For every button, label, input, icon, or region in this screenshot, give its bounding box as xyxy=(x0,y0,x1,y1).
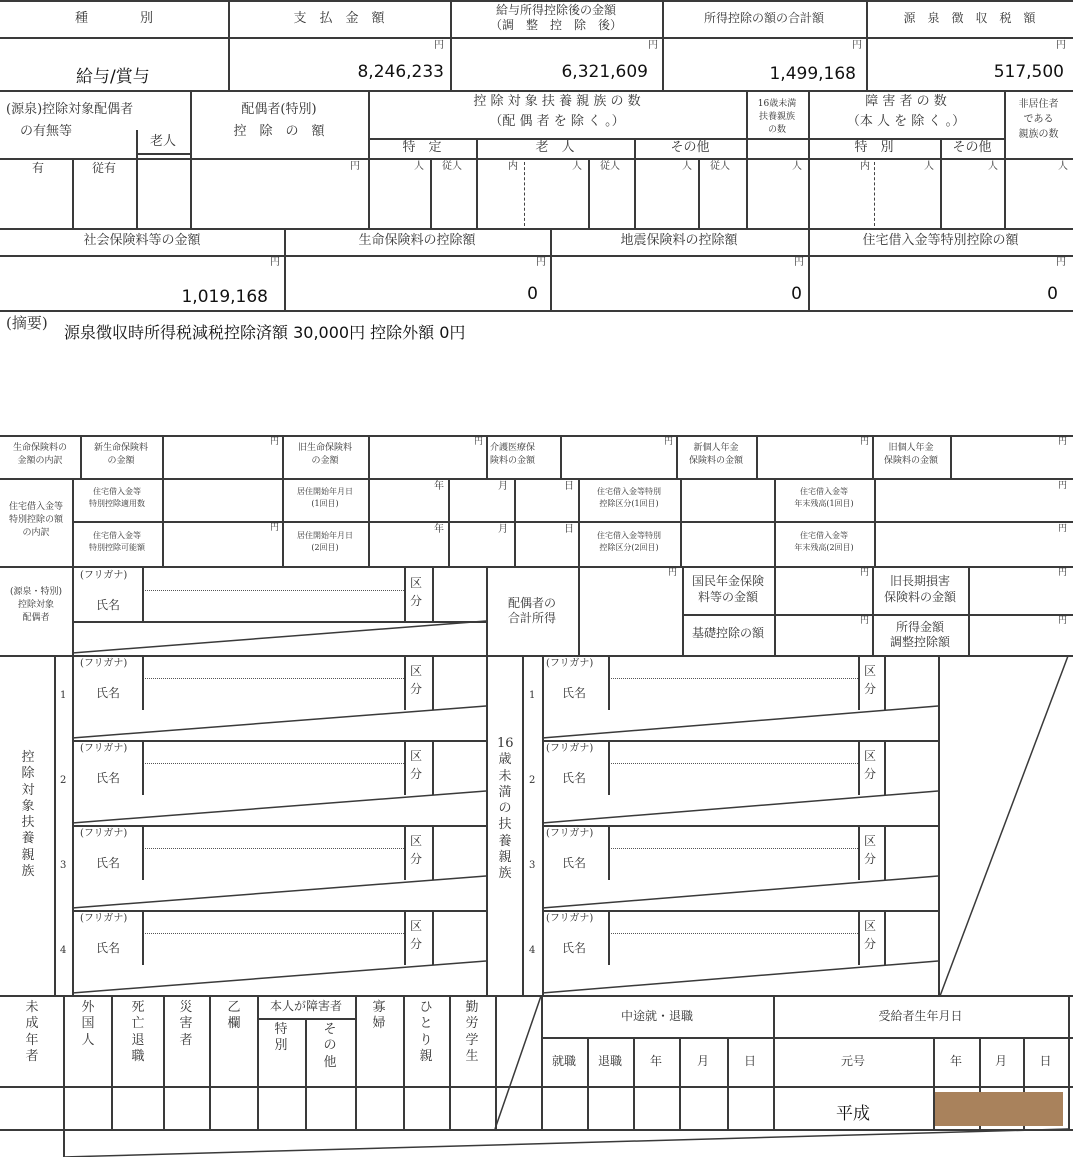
retire-label: 退職 xyxy=(597,1054,622,1068)
yen-unit: 円 xyxy=(794,257,804,268)
class-label: 区 xyxy=(410,576,423,590)
withholding-value: 517,500 xyxy=(993,62,1064,82)
class-label: 区 xyxy=(410,919,423,933)
new-pension-label-2: 保険料の金額 xyxy=(688,456,743,466)
life-detail-label-2: 金額の内訳 xyxy=(17,456,63,466)
class-label: 区 xyxy=(864,919,877,933)
header-after-deduction-sub: （調 整 控 除 後） xyxy=(489,18,622,32)
spouse-detail-label-2: 控除対象 xyxy=(17,600,54,610)
name-label: 氏名 xyxy=(96,686,121,700)
dependents-right-label: 16歳未満の扶養親族 xyxy=(497,736,514,881)
month-label: 月 xyxy=(696,1054,709,1068)
care-label: 介護医療保 xyxy=(490,443,536,453)
yen-unit: 円 xyxy=(1058,616,1068,626)
spouse-deduction-label: 配偶者(特別) xyxy=(241,102,317,117)
yen-unit: 円 xyxy=(1058,568,1068,578)
yen-unit: 円 xyxy=(270,257,280,268)
basic-deduction-label: 基礎控除の額 xyxy=(691,626,764,640)
yen-unit: 円 xyxy=(434,40,444,51)
under16-number: 2 xyxy=(529,775,536,786)
year-unit: 年 xyxy=(434,524,444,535)
balance1-label: 住宅借入金等 xyxy=(800,487,848,496)
dep2-diagonal xyxy=(72,791,486,823)
furigana-label: (フリガナ) xyxy=(80,570,128,581)
social-insurance-label: 社会保険料等の金額 xyxy=(83,233,201,248)
yen-unit: 円 xyxy=(270,437,280,447)
yen-unit: 円 xyxy=(664,437,674,447)
total-deductions-value: 1,499,168 xyxy=(769,64,856,84)
bottom-diagonal xyxy=(495,996,541,1129)
class2-label-2: 控除区分(2回目) xyxy=(599,543,659,552)
single-parent-label: ひとり親 xyxy=(419,1000,433,1064)
yes-label: 有 xyxy=(32,161,45,175)
header-after-deduction: 給与所得控除後の金額 xyxy=(495,3,616,17)
header-total-deductions: 所得控除の額の合計額 xyxy=(703,11,824,25)
follower-unit: 従人 xyxy=(710,161,730,172)
hire-label: 就職 xyxy=(551,1054,576,1068)
yen-unit: 円 xyxy=(1056,40,1066,51)
otsu-label: 乙欄 xyxy=(227,1000,241,1032)
birth-day-label: 日 xyxy=(1039,1054,1052,1068)
person-unit: 人 xyxy=(572,161,582,172)
life-insurance-value: 0 xyxy=(527,284,538,304)
pension-label: 国民年金保険 xyxy=(691,574,764,588)
furigana-label: (フリガナ) xyxy=(80,913,128,924)
furigana-label: (フリガナ) xyxy=(80,658,128,669)
yen-unit: 円 xyxy=(270,523,280,533)
specific-label: 特 定 xyxy=(402,140,442,155)
start1-label-2: (1回目) xyxy=(311,499,339,508)
class-label-2: 分 xyxy=(410,937,423,951)
earthquake-insurance-label: 地震保険料の控除額 xyxy=(620,233,738,248)
class-label-2: 分 xyxy=(864,852,877,866)
class-label-2: 分 xyxy=(410,594,423,608)
adjust-label: 所得金額 xyxy=(895,620,944,634)
disaster-label: 災害者 xyxy=(179,1000,193,1048)
class-label-2: 分 xyxy=(410,682,423,696)
spouse-income-label-2: 合計所得 xyxy=(507,611,556,625)
yen-unit: 円 xyxy=(1056,257,1066,268)
name-label: 氏名 xyxy=(96,598,121,612)
dependents-count-label: 控 除 対 象 扶 養 親 族 の 数 xyxy=(473,94,641,109)
midyear-label: 中途就・退職 xyxy=(620,1009,693,1023)
era-label: 元号 xyxy=(840,1054,865,1068)
class-label: 区 xyxy=(864,664,877,678)
old-life-label: 旧生命保険料 xyxy=(297,443,352,453)
under16-number: 4 xyxy=(529,945,536,956)
name-label: 氏名 xyxy=(562,856,587,870)
disabled-special-label: 特別 xyxy=(274,1022,288,1054)
class2-label: 住宅借入金等特別 xyxy=(597,531,661,540)
longterm-label: 旧長期損害 xyxy=(889,574,950,588)
special-label: 特 別 xyxy=(854,140,894,155)
yen-unit: 円 xyxy=(1058,524,1068,534)
class-label-2: 分 xyxy=(410,852,423,866)
minor-label: 未成年者 xyxy=(25,1000,39,1064)
nonresident-label-2: である xyxy=(1023,114,1054,125)
dependents-count-label-sub: （配 偶 者 を 除 く 。） xyxy=(489,114,625,129)
disabled-self-label: 本人が障害者 xyxy=(269,999,342,1013)
person-unit: 人 xyxy=(924,161,934,172)
start1-label: 居住開始年月日 xyxy=(297,487,353,496)
dep1-diagonal xyxy=(72,706,486,738)
inner-unit: 内 xyxy=(508,161,518,172)
balance2-label-2: 年末残高(2回目) xyxy=(794,543,854,552)
start2-label-2: (2回目) xyxy=(311,543,339,552)
under16-label-3: の数 xyxy=(767,125,786,135)
class-label-2: 分 xyxy=(864,682,877,696)
birth-year-label: 年 xyxy=(949,1054,962,1068)
year-unit: 年 xyxy=(434,481,444,492)
follower-unit: 従人 xyxy=(442,161,462,172)
spouse-elderly-label: 老人 xyxy=(150,134,177,149)
balance2-label: 住宅借入金等 xyxy=(800,531,848,540)
disabled-other-label: その他 xyxy=(323,1022,337,1070)
name-label: 氏名 xyxy=(96,856,121,870)
yen-unit: 円 xyxy=(1058,481,1068,491)
follower-unit: 従人 xyxy=(600,161,620,172)
after-deduction-value: 6,321,609 xyxy=(561,62,648,82)
new-life-label-2: の金額 xyxy=(107,456,135,466)
person-unit: 人 xyxy=(792,161,802,172)
yen-unit: 円 xyxy=(860,437,870,447)
applicable-label: 住宅借入金等 xyxy=(93,487,141,496)
header-withholding: 源 泉 徴 収 税 額 xyxy=(903,11,1036,25)
balance1-label-2: 年末残高(1回目) xyxy=(794,499,854,508)
person-unit: 人 xyxy=(682,161,692,172)
housing-detail-label-3: の内訳 xyxy=(22,528,50,538)
housing-detail-label-2: 特別控除の額 xyxy=(8,515,63,525)
spouse-income-label: 配偶者の xyxy=(507,596,556,610)
other2-label: その他 xyxy=(952,140,992,155)
dependent-number: 3 xyxy=(60,860,67,871)
elderly-label: 老 人 xyxy=(535,140,575,155)
class-label-2: 分 xyxy=(864,937,877,951)
old-life-label-2: の金額 xyxy=(311,456,339,466)
widow-label: 寡婦 xyxy=(372,1000,386,1032)
day-unit: 日 xyxy=(564,481,574,492)
foreigner-label: 外国人 xyxy=(81,1000,95,1048)
u16-4-diagonal xyxy=(542,961,938,993)
applicable-label-2: 特別控除適用数 xyxy=(89,499,145,508)
yen-unit: 円 xyxy=(536,257,546,268)
nonresident-label: 非居住者 xyxy=(1018,99,1059,110)
under16-label: 16歳未満 xyxy=(757,99,797,109)
class-label: 区 xyxy=(864,834,877,848)
day-label: 日 xyxy=(743,1054,756,1068)
old-pension-label: 旧個人年金 xyxy=(888,443,934,453)
yen-unit: 円 xyxy=(852,40,862,51)
under16-number: 1 xyxy=(529,690,536,701)
yen-unit: 円 xyxy=(648,40,658,51)
longterm-label-2: 保険料の金額 xyxy=(883,590,956,604)
u16-2-diagonal xyxy=(542,791,938,823)
new-life-label: 新生命保険料 xyxy=(93,443,148,453)
spouse-label: (源泉)控除対象配偶者 xyxy=(6,102,134,117)
name-label: 氏名 xyxy=(96,941,121,955)
furigana-label: (フリガナ) xyxy=(80,743,128,754)
class-label: 区 xyxy=(410,749,423,763)
footer-diagonal xyxy=(63,1129,1068,1157)
under16-label-2: 扶養親族 xyxy=(758,112,795,122)
person-unit: 人 xyxy=(1058,161,1068,172)
start2-label: 居住開始年月日 xyxy=(297,531,353,540)
spouse-detail-label: (源泉・特別) xyxy=(9,587,63,597)
earthquake-insurance-value: 0 xyxy=(791,284,802,304)
working-student-label: 勤労学生 xyxy=(465,1000,479,1064)
day-unit: 日 xyxy=(564,524,574,535)
dep4-diagonal xyxy=(72,961,486,993)
yen-unit: 円 xyxy=(350,161,360,172)
pension-label-2: 料等の金額 xyxy=(697,590,758,604)
nonresident-label-3: 親族の数 xyxy=(1018,129,1059,140)
life-insurance-label: 生命保険料の控除額 xyxy=(358,233,476,248)
month-unit: 月 xyxy=(498,481,508,492)
person-unit: 人 xyxy=(414,161,424,172)
social-insurance-value: 1,019,168 xyxy=(181,287,268,307)
housing-detail-label: 住宅借入金等 xyxy=(8,502,63,512)
name-label: 氏名 xyxy=(562,686,587,700)
remarks-text: 源泉徴収時所得税減税控除済額 30,000円 控除外額 0円 xyxy=(64,323,466,342)
birth-month-label: 月 xyxy=(994,1054,1007,1068)
furigana-label: (フリガナ) xyxy=(546,828,594,839)
yen-unit: 円 xyxy=(1058,437,1068,447)
housing-loan-value: 0 xyxy=(1047,284,1058,304)
payment-value: 8,246,233 xyxy=(357,62,444,82)
possible-label: 住宅借入金等 xyxy=(93,531,141,540)
spouse-deduction-label-sub: 控 除 の 額 xyxy=(233,124,325,139)
yen-unit: 円 xyxy=(860,616,870,626)
u16-3-diagonal xyxy=(542,876,938,908)
spouse-diagonal xyxy=(72,621,486,653)
name-label: 氏名 xyxy=(562,941,587,955)
name-label: 氏名 xyxy=(562,771,587,785)
possible-label-2: 特別控除可能額 xyxy=(89,543,145,552)
dependent-yes-label: 従有 xyxy=(92,161,117,175)
care-label-2: 険料の金額 xyxy=(490,456,536,466)
dependent-number: 2 xyxy=(60,775,67,786)
class-label-2: 分 xyxy=(864,767,877,781)
header-payment: 支 払 金 額 xyxy=(293,11,385,26)
dependents-left-label: 控除対象扶養親族 xyxy=(21,750,35,879)
other-label: その他 xyxy=(670,140,710,155)
old-pension-label-2: 保険料の金額 xyxy=(883,456,938,466)
type-value: 給与/賞与 xyxy=(76,67,150,87)
dep3-diagonal xyxy=(72,876,486,908)
furigana-label: (フリガナ) xyxy=(546,913,594,924)
class-label: 区 xyxy=(864,749,877,763)
dependent-number: 4 xyxy=(60,945,67,956)
dependent-number: 1 xyxy=(60,690,67,701)
disabled-label-sub: （本 人 を 除 く 。） xyxy=(846,114,966,129)
blank-diagonal xyxy=(940,656,1068,996)
yen-unit: 円 xyxy=(474,437,484,447)
era-value: 平成 xyxy=(836,1104,870,1124)
class1-label: 住宅借入金等特別 xyxy=(597,487,661,496)
remarks-label: (摘要) xyxy=(6,314,48,332)
spouse-detail-label-3: 配偶者 xyxy=(22,613,50,623)
new-pension-label: 新個人年金 xyxy=(693,443,739,453)
yen-unit: 円 xyxy=(668,568,678,578)
person-unit: 人 xyxy=(988,161,998,172)
housing-loan-label: 住宅借入金等特別控除の額 xyxy=(862,233,1019,248)
death-retire-label: 死亡退職 xyxy=(131,1000,145,1064)
header-type: 種 別 xyxy=(74,11,153,26)
month-unit: 月 xyxy=(498,524,508,535)
inner-unit: 内 xyxy=(860,161,870,172)
furigana-label: (フリガナ) xyxy=(80,828,128,839)
birth-label: 受給者生年月日 xyxy=(878,1009,963,1023)
furigana-label: (フリガナ) xyxy=(546,743,594,754)
class-label: 区 xyxy=(410,834,423,848)
u16-1-diagonal xyxy=(542,706,938,738)
spouse-label-sub: の有無等 xyxy=(20,124,73,139)
adjust-label-2: 調整控除額 xyxy=(889,635,950,649)
furigana-label: (フリガナ) xyxy=(546,658,594,669)
class-label-2: 分 xyxy=(410,767,423,781)
class-label: 区 xyxy=(410,664,423,678)
name-label: 氏名 xyxy=(96,771,121,785)
life-detail-label: 生命保険料の xyxy=(12,443,67,453)
under16-number: 3 xyxy=(529,860,536,871)
class1-label-2: 控除区分(1回目) xyxy=(599,499,659,508)
yen-unit: 円 xyxy=(860,568,870,578)
disabled-label: 障 害 者 の 数 xyxy=(865,94,947,109)
redacted-birthdate xyxy=(935,1092,1063,1126)
year-label: 年 xyxy=(649,1054,662,1068)
